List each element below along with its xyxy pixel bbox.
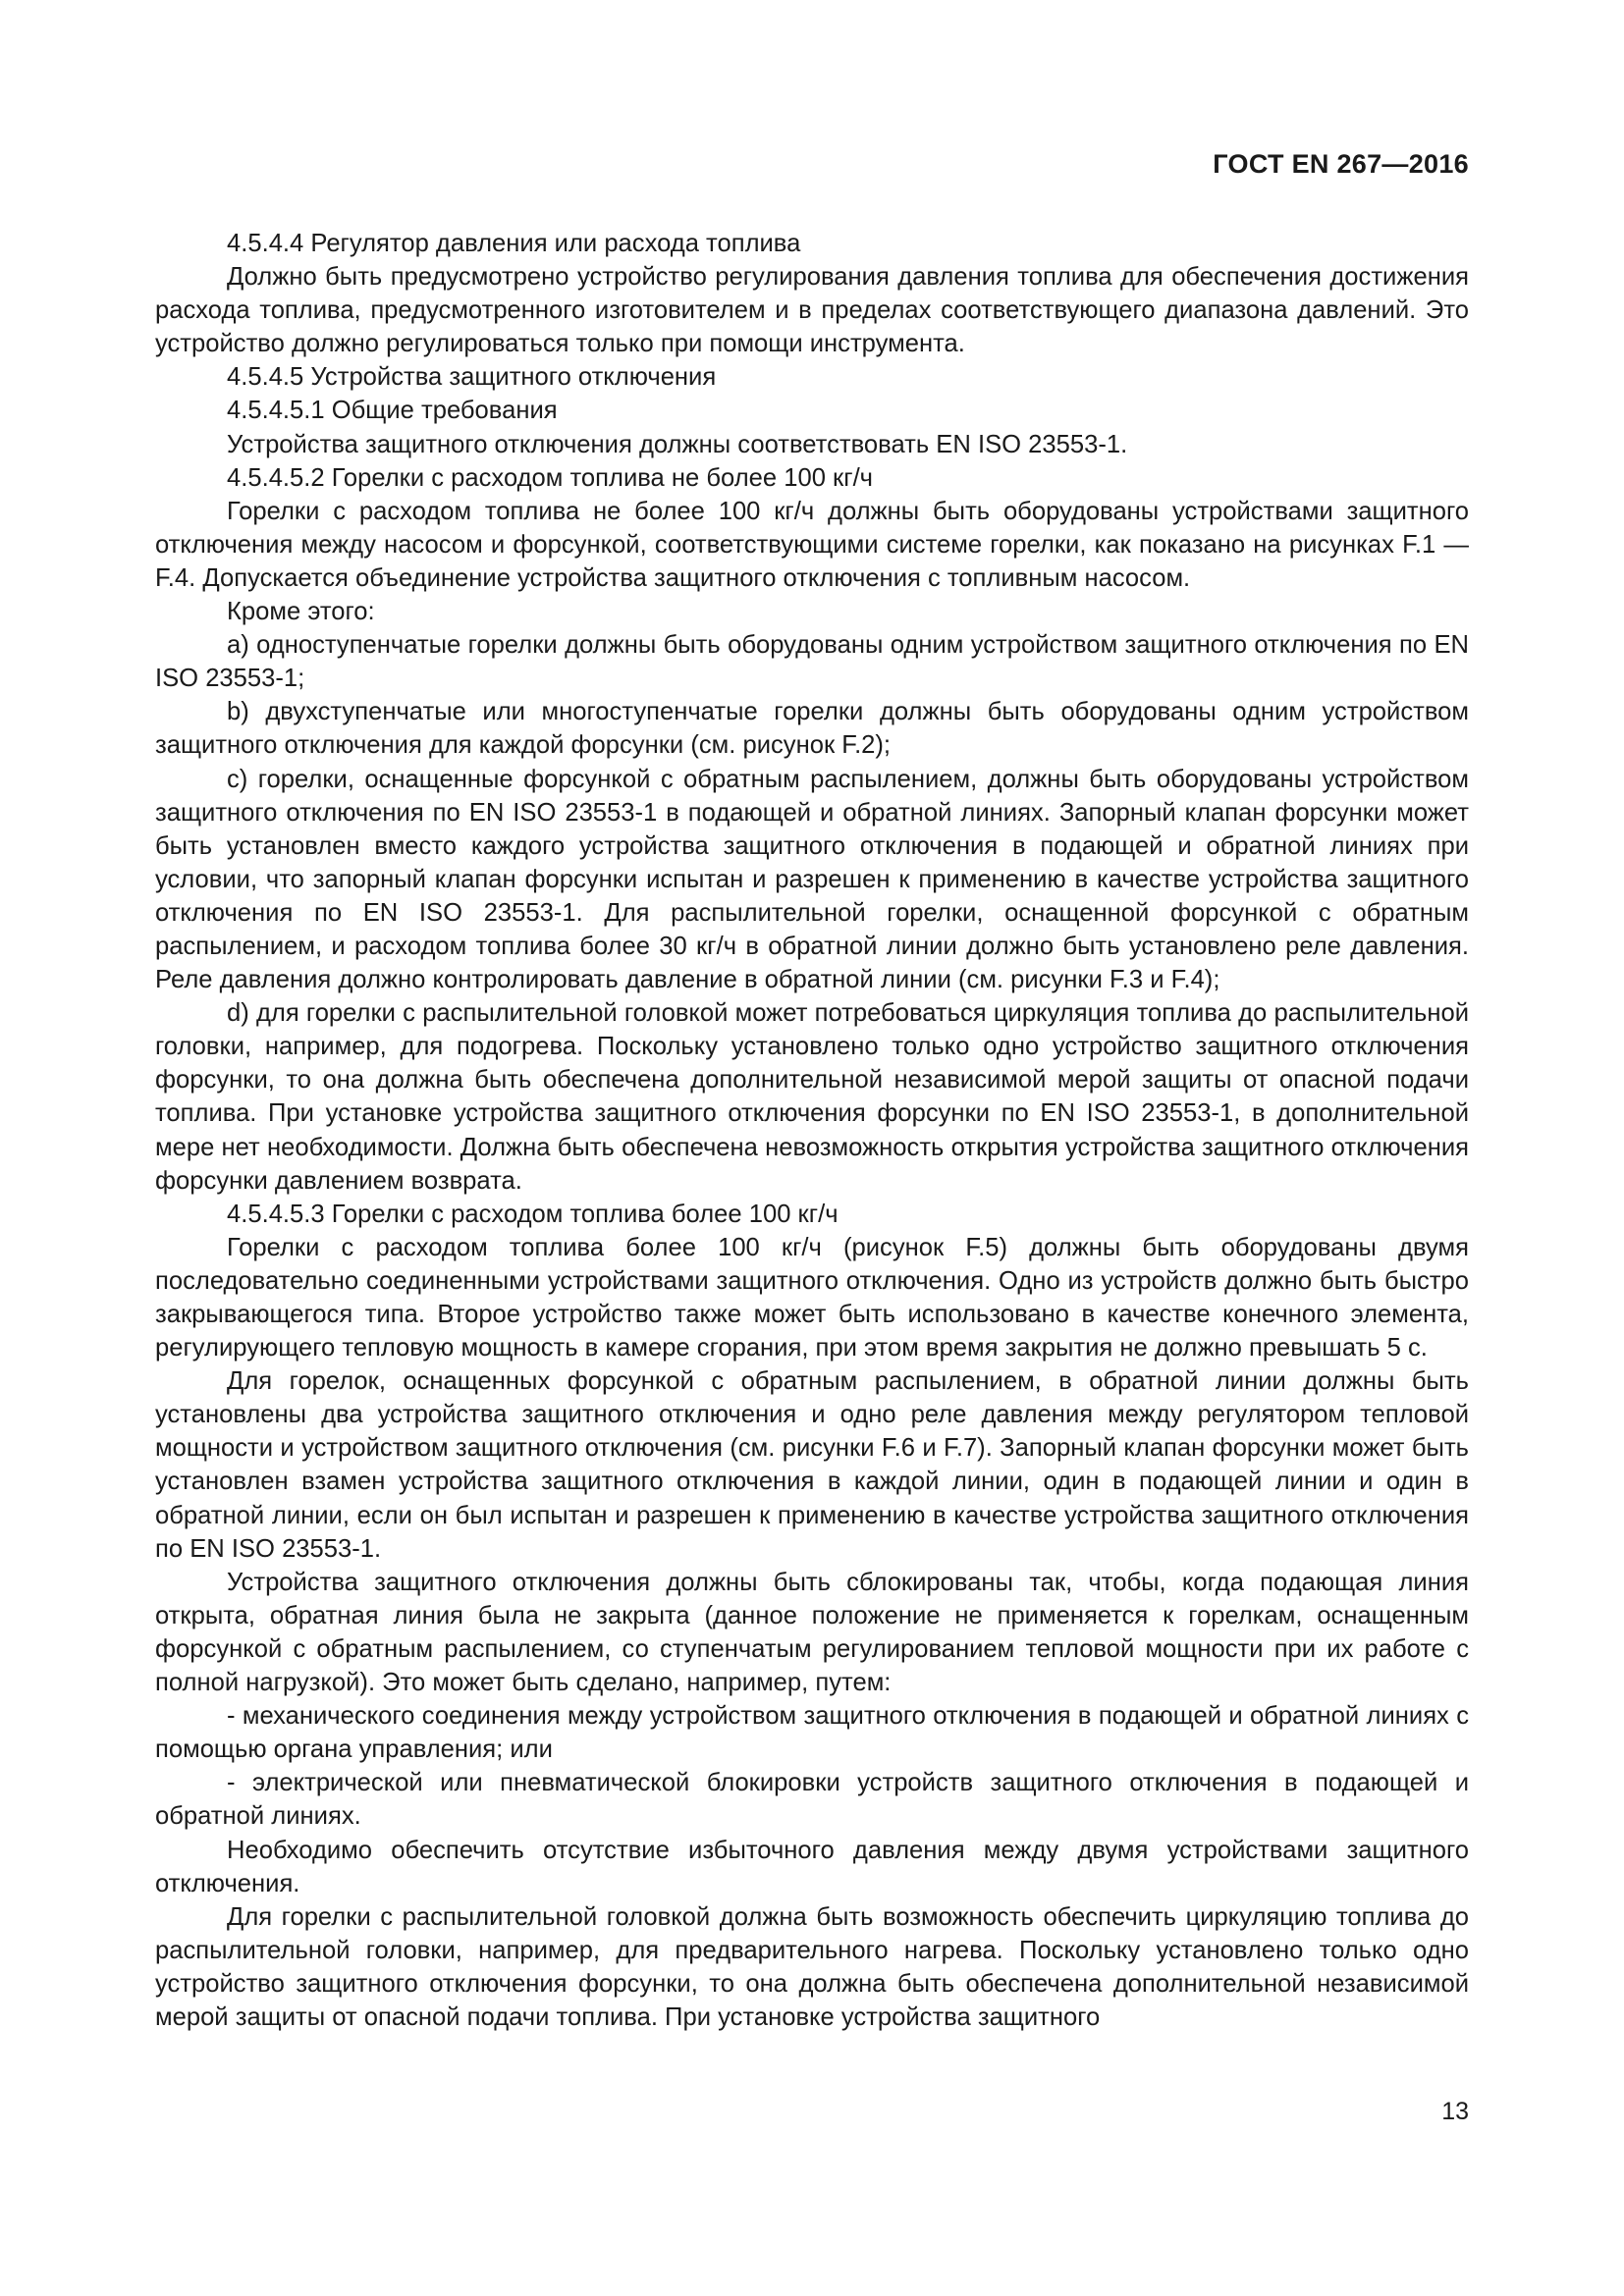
section-heading-4-5-4-5: 4.5.4.5 Устройства защитного отключения <box>227 363 717 392</box>
list-item-c: с) горелки, оснащенные форсункой с обратным распылением, должны быть оборудованы устройством защитного отключения по EN ISO 23553-1 в подающей и обратной линиях. Запорный клапан форсунки может быть установлен вместо каждого устройства защитного отключения в подающей и обратной линиях при условии, что запорный клапан форсунки испытан и разрешен к применению в качестве устройства защитного отключения по EN ISO 23553-1. Для распылительной горелки, оснащенной форсункой с обратным распылением, и расходом топлива более 30 кг/ч в обратной линии должно быть установлено реле давления. Реле давления должно контролировать давление в обратной линии (см. рисунки F.3 и F.4); <box>155 765 1469 994</box>
section-heading-4-5-4-5-1: 4.5.4.5.1 Общие требования <box>227 397 558 425</box>
list-item-d: d) для горелки с распылительной головкой может потребоваться циркуляция топлива до распылительной головки, например, для подогрева. Поскольку установлено только одно устройство защитного отключения форсунки, то она должна быть обеспечена дополнительной независимой мерой защиты от опасной подачи топлива. При установке устройства защитного отключения форсунки по EN ISO 23553-1, в дополнительной мере нет необходимости. Должна быть обеспечена невозможность открытия устройства защитного отключения форсунки давлением возврата. <box>155 999 1469 1195</box>
section-heading-4-5-4-4: 4.5.4.4 Регулятор давления или расхода топлива <box>227 230 801 257</box>
paragraph: Необходимо обеспечить отсутствие избыточного давления между двумя устройствами защитного отключения. <box>155 1836 1469 1897</box>
list-item-b: b) двухступенчатые или многоступенчатые горелки должны быть оборудованы одним устройством защитного отключения для каждой форсунки (см. рисунок F.2); <box>155 698 1469 760</box>
page-number: 13 <box>1441 2098 1469 2125</box>
document-id-header: ГОСТ EN 267—2016 <box>1213 149 1469 179</box>
section-heading-4-5-4-5-3: 4.5.4.5.3 Горелки с расходом топлива более 100 кг/ч <box>227 1200 839 1228</box>
section-heading-4-5-4-5-2: 4.5.4.5.2 Горелки с расходом топлива не более 100 кг/ч <box>227 463 874 492</box>
paragraph: Для горелок, оснащенных форсункой с обратным распылением, в обратной линии должны быть установлены два устройства защитного отключения и одно реле давления между регулятором тепловой мощности и устройством защитного отключения (см. рисунки F.6 и F.7). Запорный клапан форсунки может быть установлен взамен устройства защитного отключения в каждой линии, один в подающей линии и один в обратной линии, если он был испытан и разрешен к применению в качестве устройства защитного отключения по EN ISO 23553-1. <box>155 1367 1469 1563</box>
document-body <box>155 227 1469 2034</box>
paragraph: Кроме этого: <box>227 598 375 626</box>
paragraph: Горелки с расходом топлива не более 100 кг/ч должны быть оборудованы устройствами защитного отключения между насосом и форсункой, соответствующими системе горелки, как показано на рисунках F.1 — F.4. Допускается объединение устройства защитного отключения с топливным насосом. <box>155 497 1469 592</box>
paragraph: Устройства защитного отключения должны быть сблокированы так, чтобы, когда подающая линия открыта, обратная линия была не закрыта (данное положение не применяется к горелкам, оснащенным форсункой с обратным распылением, со ступенчатым регулированием тепловой мощности при их работе с полной нагрузкой). Это может быть сделано, например, путем: <box>155 1568 1469 1697</box>
paragraph: Для горелки с распылительной головкой должна быть возможность обеспечить циркуляцию топлива до распылительной головки, например, для предварительного нагрева. Поскольку установлено только одно устройство защитного отключения форсунки, то она должна быть обеспечена дополнительной независимой мерой защиты от опасной подачи топлива. При установке устройства защитного <box>155 1902 1469 2031</box>
list-item-a: а) одноступенчатые горелки должны быть оборудованы одним устройством защитного отключения по EN ISO 23553-1; <box>155 631 1469 693</box>
dash-list-item: - электрической или пневматической блокировки устройств защитного отключения в подающей и обратной линиях. <box>155 1769 1469 1831</box>
dash-list-item: - механического соединения между устройством защитного отключения в подающей и обратной линиях с помощью органа управления; или <box>155 1702 1469 1764</box>
paragraph: Устройства защитного отключения должны соответствовать EN ISO 23553-1. <box>227 430 1128 458</box>
paragraph: Должно быть предусмотрено устройство регулирования давления топлива для обеспечения достижения расхода топлива, предусмотренного изготовителем и в пределах соответствующего диапазона давлений. Это устройство должно регулироваться только при помощи инструмента. <box>155 263 1469 358</box>
paragraph: Горелки с расходом топлива более 100 кг/ч (рисунок F.5) должны быть оборудованы двумя последовательно соединенными устройствами защитного отключения. Одно из устройств должно быть быстро закрывающегося типа. Второе устройство также может быть использовано в качестве конечного элемента, регулирующего тепловую мощность в камере сгорания, при этом время закрытия не должно превышать 5 с. <box>155 1233 1469 1362</box>
